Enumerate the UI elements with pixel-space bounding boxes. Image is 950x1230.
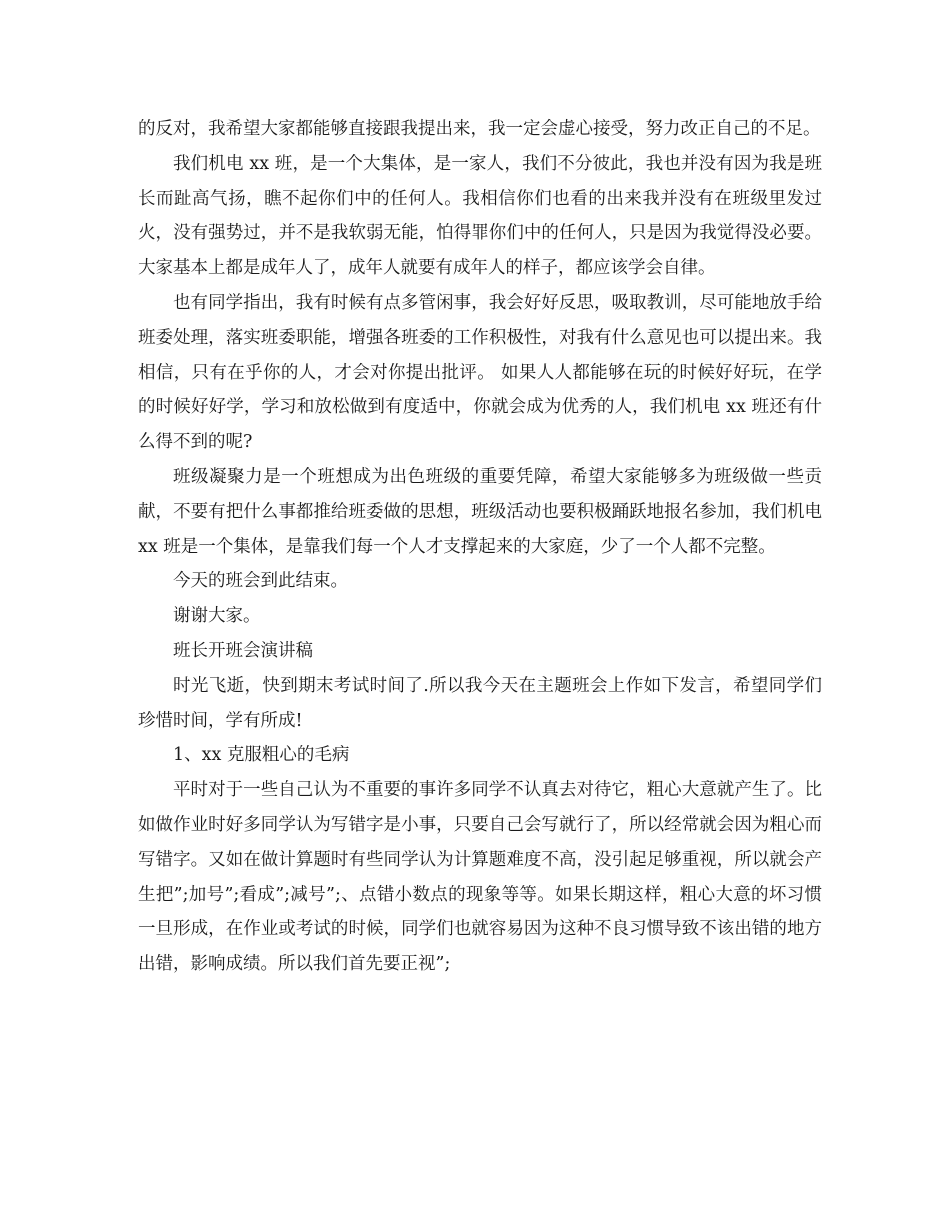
paragraph-10: 平时对于一些自己认为不重要的事许多同学不认真去对待它，粗心大意就产生了。比如做作业时好多同学认为写错字是小事，只要自己会写就行了，所以经常就会因为粗心而写错字。又如在做计算题时有些同学认为计算题难度不高，没引起足够重视，所以就会产生把”;加号”;看成”;减号”;、点错小数点的现象等等。如果长期这样，粗心大意的坏习惯一旦形成，在作业或考试的时候，同学们也就容易因为这种不良习惯导致不该出错的地方出错，影响成绩。所以我们首先要正视”; (138, 780, 822, 975)
paragraph-5: 今天的班会到此结束。 (173, 571, 348, 592)
paragraph-3: 也有同学指出，我有时候有点多管闲事，我会好好反思，吸取教训，尽可能地放手给班委处理，落实班委职能，增强各班委的工作积极性，对我有什么意见也可以提出来。我相信，只有在乎你的人，才会对你提出批评。 如果人人都能够在玩的时候好好玩，在学的时候好好学，学习和放松做到有度适中，你就会成为优秀的人，我们机电 xx 班还有什么得不到的呢? (138, 292, 822, 453)
paragraph-8: 时光飞逝，快到期末考试时间了.所以我今天在主题班会上作如下发言，希望同学们珍惜时间，学有所成! (138, 675, 822, 731)
document-body (138, 112, 822, 982)
paragraph-2: 我们机电 xx 班，是一个大集体，是一家人，我们不分彼此，我也并没有因为我是班长而趾高气扬，瞧不起你们中的任何人。我相信你们也看的出来我并没有在班级里发过火，没有强势过，并不是我软弱无能，怕得罪你们中的任何人，只是因为我觉得没必要。大家基本上都是成年人了，成年人就要有成年人的样子，都应该学会自律。 (138, 153, 822, 279)
paragraph-6: 谢谢大家。 (173, 606, 261, 627)
section-title: 班长开班会演讲稿 (173, 640, 313, 661)
list-item-heading: 1、xx 克服粗心的毛病 (173, 745, 350, 766)
paragraph-4: 班级凝聚力是一个班想成为出色班级的重要凭障，希望大家能够多为班级做一些贡献，不要有把什么事都推给班委做的思想，班级活动也要积极踊跃地报名参加，我们机电 xx 班是一个集体，是靠我们每一个人才支撑起来的大家庭，少了一个人都不完整。 (138, 466, 822, 557)
paragraph-1: 的反对，我希望大家都能够直接跟我提出来，我一定会虚心接受，努力改正自己的不足。 (138, 119, 821, 139)
